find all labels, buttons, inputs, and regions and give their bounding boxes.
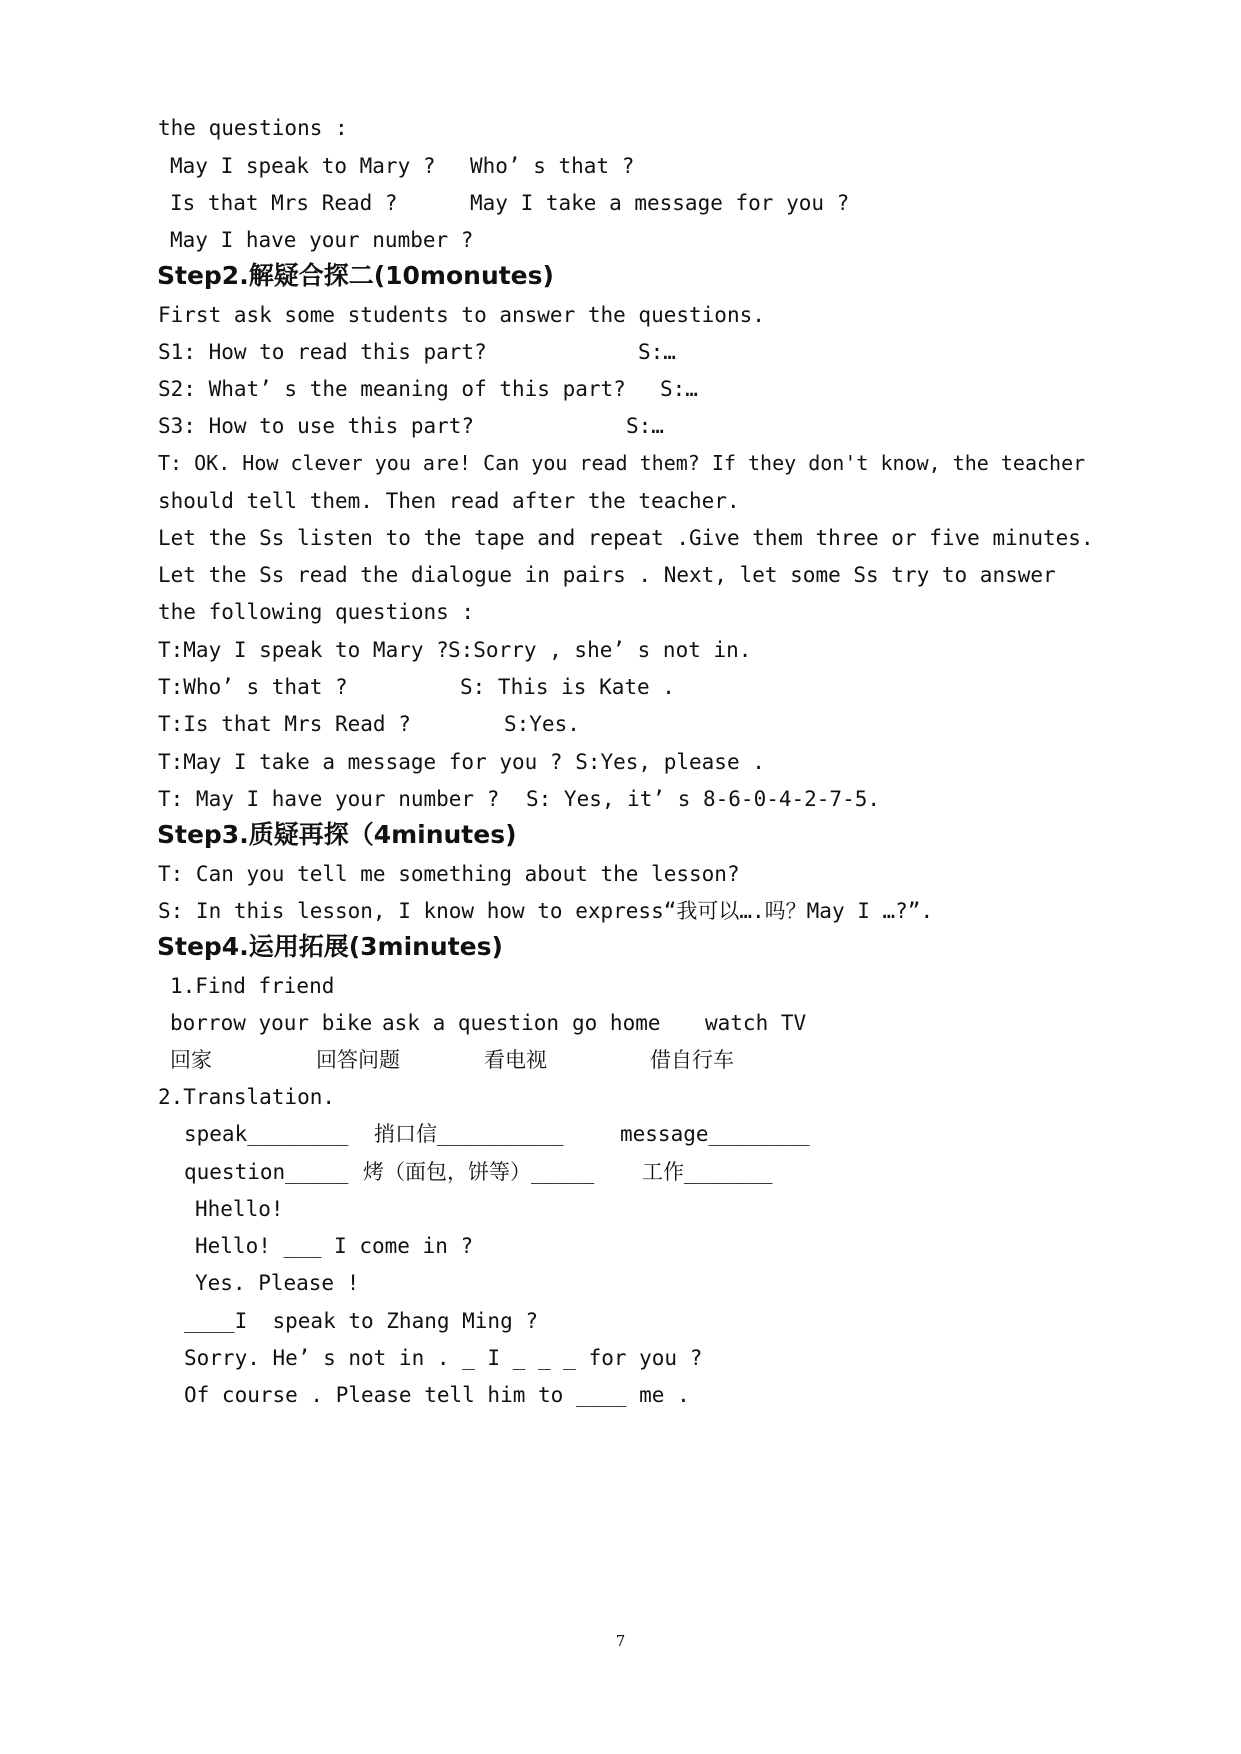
translation-item: 工作_______: [642, 1160, 773, 1184]
phrase-zh: 回答问题: [316, 1048, 400, 1072]
fill-dialogue-line: Yes. Please !: [195, 1271, 360, 1295]
step3-line: T: Can you tell me something about the lesson?: [158, 862, 740, 886]
fill-dialogue-line: Sorry. He’ s not in . _ I _ _ _ for you ?: [184, 1346, 703, 1370]
step2-question: S1: How to read this part?: [158, 340, 487, 364]
phrase-zh: 借自行车: [650, 1048, 734, 1072]
step3-line: S: In this lesson, I know how to express“我可以….吗？May I …?”.: [158, 899, 934, 923]
dialogue-line: T:May I take a message for you ? S:Yes, please .: [158, 750, 765, 774]
step2-paragraph: should tell them. Then read after the teacher.: [158, 489, 740, 513]
intro-question: May I speak to Mary ?: [170, 154, 436, 178]
translation-item: question_____: [184, 1160, 349, 1184]
dialogue-teacher: T:Is that Mrs Read ?: [158, 712, 411, 736]
dialogue-teacher: T:Who’ s that ?: [158, 675, 348, 699]
translation-title: 2.Translation.: [158, 1085, 336, 1109]
phrase-zh: 回家: [170, 1048, 212, 1072]
dialogue-student: S: Yes, it’ s 8-6-0-4-2-7-5.: [526, 787, 881, 811]
dialogue-student: S:Sorry , she’ s not in.: [448, 638, 752, 662]
translation-item: 捎口信__________: [374, 1122, 564, 1146]
step2-paragraph: Let the Ss read the dialogue in pairs . Next, let some Ss try to answer: [158, 563, 1056, 587]
step2-answer: S:…: [660, 377, 698, 401]
dialogue-student: S:Yes.: [504, 712, 580, 736]
step2-paragraph: the following questions :: [158, 600, 475, 624]
intro-question: May I take a message for you ?: [470, 191, 850, 215]
step3-heading: Step3.质疑再探（4minutes): [157, 820, 517, 849]
step2-answer: S:…: [626, 414, 664, 438]
step2-paragraph: Let the Ss listen to the tape and repeat .Give them three or five minutes.: [158, 526, 1094, 550]
phrase-zh: 看电视: [484, 1048, 547, 1072]
translation-item: speak________: [184, 1122, 349, 1146]
step2-paragraph: T: OK. How clever you are! Can you read them? If they don't know, the teacher: [158, 451, 1086, 475]
fill-dialogue-line: ____I speak to Zhang Ming ?: [184, 1309, 539, 1333]
dialogue-student: S: This is Kate .: [460, 675, 675, 699]
find-friend-title: 1.Find friend: [170, 974, 335, 998]
phrase-en: go home: [572, 1011, 661, 1035]
phrase-en: ask a question: [382, 1011, 560, 1035]
intro-question: May I have your number ?: [170, 228, 474, 252]
intro-question: Who’ s that ?: [470, 154, 635, 178]
step4-heading: Step4.运用拓展(3minutes): [157, 932, 503, 961]
intro-question: Is that Mrs Read ?: [170, 191, 398, 215]
step2-heading: Step2.解疑合探二(10monutes): [157, 261, 554, 290]
phrase-en: watch TV: [705, 1011, 807, 1035]
intro-lead: the questions :: [158, 116, 348, 140]
phrase-en: borrow your bike: [170, 1011, 373, 1035]
step2-answer: S:…: [638, 340, 676, 364]
dialogue-teacher: T: May I have your number ?: [158, 787, 500, 811]
step2-question: S2: What’ s the meaning of this part?: [158, 377, 626, 401]
translation-item: 烤（面包，饼等）_____: [363, 1160, 595, 1184]
step2-line: First ask some students to answer the questions.: [158, 303, 765, 327]
dialogue-teacher: T:May I speak to Mary ?: [158, 638, 449, 662]
step2-question: S3: How to use this part?: [158, 414, 475, 438]
fill-dialogue-line: Hello! ___ I come in ?: [195, 1234, 474, 1258]
page-number: 7: [615, 1632, 626, 1650]
fill-dialogue-line: Of course . Please tell him to ____ me .: [184, 1383, 690, 1407]
translation-item: message________: [620, 1122, 810, 1146]
fill-dialogue-line: Hhello!: [195, 1197, 284, 1221]
